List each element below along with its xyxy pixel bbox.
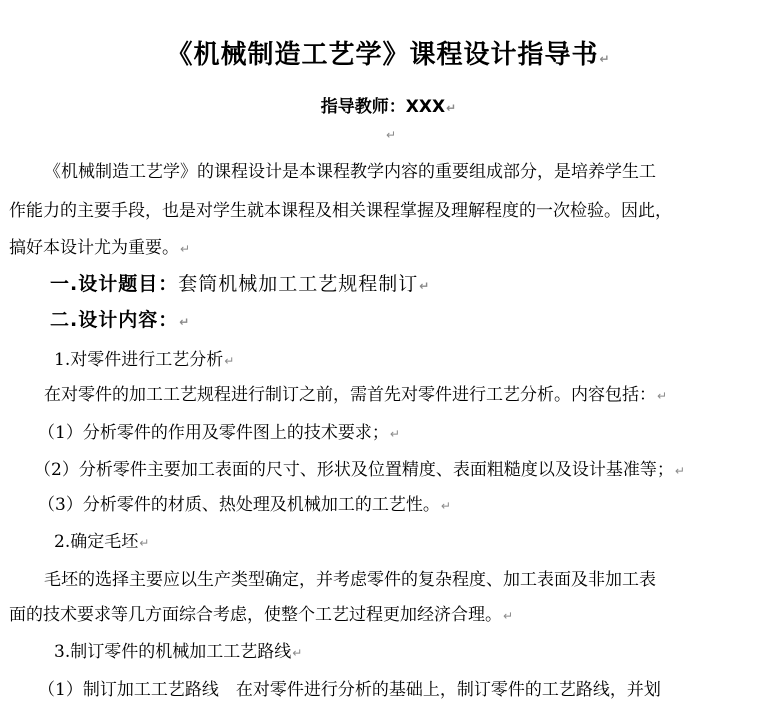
paragraph-mark-icon: ↵ (179, 315, 191, 329)
item-1-point-2: （2）分析零件主要加工表面的尺寸、形状及位置精度、表面粗糙度以及设计基准等；↵ (34, 460, 685, 480)
paragraph-mark-icon: ↵ (446, 101, 457, 115)
item-1-point-3: （3）分析零件的材质、热处理及机械加工的工艺性。↵ (38, 495, 451, 515)
item-1-point-1: （1）分析零件的作用及零件图上的技术要求；↵ (38, 423, 400, 443)
paragraph-mark-icon: ↵ (386, 128, 397, 142)
paragraph-mark-icon: ↵ (224, 354, 235, 368)
item-2-heading: 2.确定毛坯↵ (54, 532, 150, 552)
section-2-heading: 二.设计内容：↵ (50, 309, 191, 331)
paragraph-mark-icon: ↵ (599, 52, 611, 66)
paragraph-mark-icon: ↵ (503, 609, 514, 623)
paragraph-mark-icon: ↵ (389, 427, 400, 441)
paragraph-mark-icon: ↵ (419, 279, 431, 293)
paragraph-mark-icon: ↵ (292, 646, 303, 660)
empty-paragraph (385, 124, 396, 143)
item-1-heading: 1.对零件进行工艺分析↵ (54, 350, 235, 370)
document-title: 《机械制造工艺学》课程设计指导书↵ (166, 40, 611, 70)
intro-line-2: 作能力的主要手段，也是对学生就本课程及相关课程掌握及理解程度的一次检验。因此， (9, 201, 672, 221)
item-3-point-1: （1）制订加工工艺路线 在对零件进行分析的基础上，制订零件的工艺路线，并划 (38, 680, 661, 700)
intro-line-1: 《机械制造工艺学》的课程设计是本课程教学内容的重要组成部分，是培养学生工 (44, 162, 656, 182)
section-1-heading: 一.设计题目：套筒机械加工工艺规程制订↵ (50, 273, 431, 295)
paragraph-mark-icon: ↵ (657, 389, 668, 403)
item-1-intro: 在对零件的加工工艺规程进行制订之前，需首先对零件进行工艺分析。内容包括：↵ (44, 385, 668, 405)
item-2-text-line-1: 毛坯的选择主要应以生产类型确定，并考虑零件的复杂程度、加工表面及非加工表 (44, 570, 656, 590)
paragraph-mark-icon: ↵ (139, 536, 150, 550)
intro-line-3: 搞好本设计尤为重要。↵ (9, 238, 191, 258)
section-1-title: 套筒机械加工工艺规程制订 (178, 273, 419, 295)
paragraph-mark-icon: ↵ (180, 242, 191, 256)
item-2-text-line-2: 面的技术要求等几方面综合考虑，使整个工艺过程更加经济合理。↵ (9, 605, 514, 625)
item-3-heading: 3.制订零件的机械加工工艺路线↵ (54, 642, 303, 662)
instructor-line: 指导教师：XXX↵ (320, 97, 457, 117)
paragraph-mark-icon: ↵ (440, 499, 451, 513)
paragraph-mark-icon: ↵ (674, 464, 685, 478)
